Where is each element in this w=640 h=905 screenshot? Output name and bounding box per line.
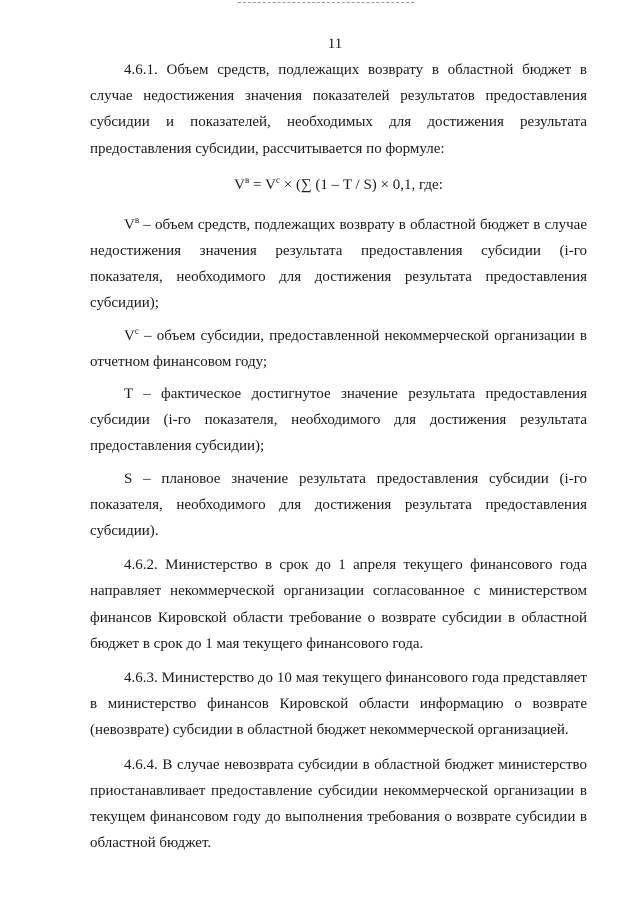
definition-vc-text: – объем субсидии, предоставленной некоммерческой организации в отчетном финансовом году;: [90, 327, 587, 370]
definition-vc-base: V: [124, 327, 135, 344]
definition-vv: [90, 212, 587, 317]
definition-vv-sup: в: [134, 214, 140, 225]
paragraph-4-6-4: 4.6.4. В случае невозврата субсидии в областной бюджет министерство приостанавливает предоставление субсидии некоммерческой организации в текущем финансовом году до выполнения требования о возврате субсидии в областной бюджет.: [90, 756, 587, 852]
formula-lhs-base: V: [234, 176, 245, 193]
formula: [90, 172, 587, 198]
document-body: [90, 57, 587, 856]
formula-rhs-base: V: [265, 176, 277, 193]
scan-artifact-line: [238, 2, 414, 7]
definition-vc: [90, 323, 587, 375]
page-number: 11: [327, 36, 343, 52]
paragraph-4-6-1: 4.6.1. Объем средств, подлежащих возврату в областной бюджет в случае недостижения значения показателей результатов предоставления субсидии и показателей, необходимых для достижения результата предоставления субсидии, рассчитывается по формуле:: [90, 62, 587, 157]
definition-vv-text: – объем средств, подлежащих возврату в областной бюджет в случае недостижения значения результата предоставления субсидии (i-го показателя, необходимого для достижения результата предоставления субсидии);: [90, 216, 587, 312]
paragraph-4-6-2: 4.6.2. Министерство в срок до 1 апреля текущего финансового года направляет некоммерческой организации согласованное с министерством финансов Кировской области требование о возврате субсидии в областной бюджет в срок до 1 мая текущего финансового года.: [90, 557, 587, 652]
definition-vv-base: V: [124, 216, 135, 233]
formula-definitions: [90, 212, 587, 544]
definition-vc-sup: с: [134, 325, 139, 336]
formula-rest: × (∑ (1 – T / S) × 0,1, где:: [280, 176, 443, 193]
formula-lhs-sup: в: [244, 174, 250, 185]
formula-equals: =: [249, 176, 266, 193]
definition-s: S – плановое значение результата предоставления субсидии (i-го показателя, необходимого для достижения результата предоставления субсидии).: [90, 470, 587, 540]
paragraph-4-6-3: 4.6.3. Министерство до 10 мая текущего финансового года представляет в министерство финансов Кировской области информацию о возврате (невозврате) субсидии в областной бюджет некоммерческой организацией.: [90, 670, 587, 739]
definition-t: T – фактическое достигнутое значение результата предоставления субсидии (i-го показателя, необходимого для достижения результата предоставления субсидии);: [90, 386, 587, 455]
formula-rhs-sup: с: [276, 174, 281, 185]
